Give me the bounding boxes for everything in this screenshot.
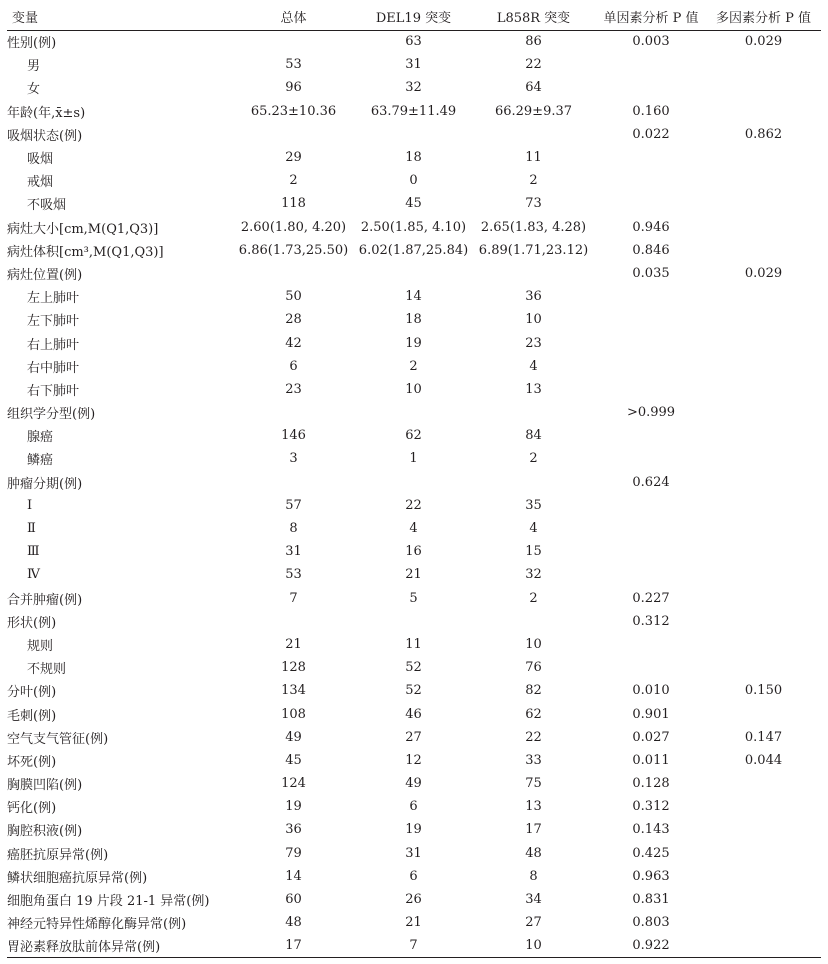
cell-del19: 19 — [405, 335, 422, 351]
row-label: 胸腔积液(例) — [7, 824, 83, 840]
cell-p-univariate: 0.010 — [632, 683, 670, 699]
cell-p-multivariate: 0.150 — [744, 683, 783, 699]
row-label: 男 — [27, 59, 41, 75]
cell-total: 21 — [285, 636, 302, 652]
table-row — [7, 610, 821, 633]
row-label: 右下肺叶 — [27, 383, 80, 399]
row-label: 右上肺叶 — [27, 337, 80, 353]
row-label: 合并肿瘤(例) — [7, 592, 83, 608]
cell-del19: 19 — [405, 822, 422, 838]
cell-del19: 0 — [409, 173, 418, 189]
cell-p-univariate — [596, 633, 706, 656]
cell-p-univariate: 0.963 — [632, 868, 670, 884]
cell-del19: 11 — [405, 636, 422, 652]
table-row — [7, 239, 821, 262]
table-row — [7, 308, 821, 331]
cell-p-univariate: 0.831 — [632, 892, 670, 908]
table-row — [7, 471, 821, 494]
cell-del19: 1 — [409, 451, 418, 467]
cell-p-multivariate — [706, 702, 821, 725]
cell-del19: 2 — [409, 358, 418, 374]
table-row — [7, 378, 821, 401]
cell-l858r: 2.65(1.83, 4.28) — [480, 219, 587, 235]
cell-total: 146 — [281, 428, 306, 444]
cell-del19: 21 — [405, 567, 422, 583]
cell-p-univariate — [596, 540, 706, 563]
cell-l858r: 75 — [525, 776, 542, 792]
cell-total: 42 — [285, 335, 302, 351]
table-row — [7, 285, 821, 308]
cell-total: 124 — [281, 776, 306, 792]
cell-total — [231, 30, 356, 53]
cell-del19: 52 — [405, 683, 422, 699]
cell-p-multivariate — [706, 911, 821, 934]
cell-l858r: 34 — [525, 892, 542, 908]
table-row — [7, 355, 821, 378]
cell-del19: 18 — [405, 150, 422, 166]
row-label: Ⅲ — [27, 544, 40, 560]
table-row — [7, 911, 821, 934]
cell-p-univariate — [596, 563, 706, 586]
cell-total: 50 — [285, 289, 302, 305]
row-label: 右中肺叶 — [27, 360, 80, 376]
cell-l858r: 64 — [525, 80, 542, 96]
cell-l858r: 84 — [525, 428, 542, 444]
row-label: 空气支气管征(例) — [7, 731, 109, 747]
row-label: 鳞癌 — [27, 453, 54, 469]
cell-p-univariate: 0.027 — [632, 729, 670, 745]
cell-p-univariate — [596, 53, 706, 76]
row-label: 坏死(例) — [7, 754, 57, 770]
header-total: 总体 — [231, 4, 356, 30]
cell-p-univariate: 0.312 — [632, 799, 670, 815]
cell-l858r: 10 — [471, 934, 596, 957]
row-label: 规则 — [27, 638, 54, 654]
table-row — [7, 842, 821, 865]
cell-p-univariate: 0.624 — [632, 474, 670, 490]
cell-del19: 26 — [405, 892, 422, 908]
row-label: 吸烟 — [27, 152, 54, 168]
cell-l858r: 48 — [525, 845, 542, 861]
cell-total: 29 — [285, 150, 302, 166]
cell-l858r — [471, 401, 596, 424]
table-row — [7, 702, 821, 725]
table-row — [7, 146, 821, 169]
row-label: 神经元特异性烯醇化酶异常(例) — [7, 917, 187, 933]
cell-p-multivariate — [706, 540, 821, 563]
cell-p-multivariate — [706, 169, 821, 192]
cell-p-univariate — [596, 169, 706, 192]
table-row — [7, 865, 821, 888]
cell-p-univariate: >0.999 — [626, 405, 676, 421]
row-label: Ⅳ — [27, 567, 40, 583]
cell-p-multivariate — [706, 331, 821, 354]
row-label: 不规则 — [27, 662, 67, 678]
table-row — [7, 447, 821, 470]
table-row — [7, 262, 821, 285]
table-row — [7, 169, 821, 192]
cell-total: 7 — [289, 590, 298, 606]
cell-total: 14 — [285, 868, 302, 884]
cell-total: 3 — [289, 451, 298, 467]
table-body — [7, 30, 821, 958]
cell-p-multivariate — [706, 239, 821, 262]
cell-l858r: 73 — [525, 196, 542, 212]
header-del19: DEL19 突变 — [356, 4, 471, 30]
table-row — [7, 517, 821, 540]
row-label: 肿瘤分期(例) — [7, 476, 83, 492]
table-row — [7, 563, 821, 586]
cell-p-multivariate — [706, 795, 821, 818]
cell-p-multivariate: 0.029 — [744, 265, 783, 281]
table-row — [7, 795, 821, 818]
cell-p-univariate — [596, 494, 706, 517]
cell-l858r: 2 — [529, 451, 538, 467]
cell-l858r: 66.29±9.37 — [494, 103, 573, 119]
cell-p-multivariate: 0.862 — [744, 126, 783, 142]
cell-l858r: 15 — [525, 544, 542, 560]
cell-total: 6.86(1.73,25.50) — [238, 242, 349, 258]
row-label: 女 — [27, 82, 41, 98]
row-label: 左下肺叶 — [27, 314, 80, 330]
cell-p-univariate: 0.143 — [632, 822, 670, 838]
cell-p-multivariate — [706, 934, 821, 957]
cell-p-multivariate — [706, 772, 821, 795]
cell-del19: 31 — [405, 57, 422, 73]
cell-total — [231, 262, 356, 285]
cell-p-univariate — [596, 656, 706, 679]
cell-total: 134 — [281, 683, 306, 699]
row-label: 胸膜凹陷(例) — [7, 778, 83, 794]
cell-p-univariate: 0.003 — [632, 34, 670, 50]
row-label: 腺癌 — [27, 430, 54, 446]
row-label: 毛刺(例) — [7, 708, 57, 724]
cell-p-univariate — [596, 308, 706, 331]
cell-del19: 18 — [405, 312, 422, 328]
cell-l858r: 62 — [525, 706, 542, 722]
cell-l858r: 8 — [529, 868, 538, 884]
cell-p-univariate: 0.128 — [632, 776, 670, 792]
cell-total: 53 — [285, 567, 302, 583]
cell-total: 65.23±10.36 — [250, 103, 337, 119]
row-label: 病灶体积[cm³,M(Q1,Q3)] — [7, 244, 164, 260]
cell-p-multivariate: 0.147 — [744, 729, 783, 745]
cell-del19: 16 — [405, 544, 422, 560]
cell-p-univariate: 0.846 — [632, 242, 670, 258]
cell-l858r — [471, 262, 596, 285]
cell-p-multivariate — [706, 192, 821, 215]
cell-l858r: 4 — [529, 521, 538, 537]
table-row — [7, 401, 821, 424]
cell-p-multivariate — [706, 818, 821, 841]
row-label: 性别(例) — [7, 36, 57, 52]
cell-p-univariate: 0.946 — [632, 219, 670, 235]
table-row — [7, 772, 821, 795]
cell-del19: 5 — [409, 590, 418, 606]
cell-p-univariate — [596, 331, 706, 354]
cell-l858r: 36 — [525, 289, 542, 305]
cell-total: 2.60(1.80, 4.20) — [240, 219, 347, 235]
row-label: 形状(例) — [7, 615, 57, 631]
table-row — [7, 192, 821, 215]
cell-p-univariate: 0.425 — [632, 845, 670, 861]
table-row — [7, 633, 821, 656]
cell-p-multivariate — [706, 471, 821, 494]
table-row — [7, 587, 821, 610]
cell-p-multivariate — [706, 610, 821, 633]
cell-p-multivariate — [706, 494, 821, 517]
cell-del19: 27 — [405, 729, 422, 745]
cell-total: 28 — [285, 312, 302, 328]
cell-total: 48 — [285, 915, 302, 931]
cell-p-univariate: 0.312 — [632, 613, 670, 629]
cell-l858r: 11 — [525, 150, 542, 166]
row-label: 左上肺叶 — [27, 291, 80, 307]
cell-total: 31 — [285, 544, 302, 560]
cell-l858r: 17 — [525, 822, 542, 838]
cell-p-univariate: 0.011 — [632, 752, 670, 768]
cell-p-univariate — [596, 424, 706, 447]
header-variable: 变量 — [7, 4, 231, 30]
table-row — [7, 656, 821, 679]
cell-p-multivariate — [706, 888, 821, 911]
cell-total: 23 — [285, 381, 302, 397]
cell-p-univariate: 0.922 — [596, 934, 706, 957]
cell-del19: 46 — [405, 706, 422, 722]
table-row — [7, 53, 821, 76]
cell-total: 53 — [285, 57, 302, 73]
row-label: 病灶位置(例) — [7, 267, 83, 283]
cell-l858r: 2 — [529, 173, 538, 189]
header-l858r: L858R 突变 — [471, 4, 596, 30]
table-row — [7, 424, 821, 447]
cell-p-multivariate: 0.029 — [744, 34, 783, 50]
cell-l858r: 10 — [525, 636, 542, 652]
cell-total: 8 — [289, 521, 298, 537]
table-row — [7, 494, 821, 517]
table-row — [7, 540, 821, 563]
cell-p-univariate — [596, 355, 706, 378]
cell-p-univariate — [596, 192, 706, 215]
cell-p-multivariate: 0.044 — [744, 752, 783, 768]
cell-l858r — [471, 123, 596, 146]
cell-del19: 14 — [405, 289, 422, 305]
row-label: 分叶(例) — [7, 685, 57, 701]
cell-del19 — [356, 471, 471, 494]
cell-del19 — [356, 610, 471, 633]
row-label: 不吸烟 — [27, 198, 67, 214]
table-row — [7, 749, 821, 772]
cell-p-multivariate — [706, 587, 821, 610]
cell-p-multivariate — [706, 216, 821, 239]
cell-l858r: 13 — [525, 381, 542, 397]
cell-del19: 62 — [405, 428, 422, 444]
cell-del19: 32 — [405, 80, 422, 96]
row-label: 年龄(年,x̄±s) — [7, 105, 86, 121]
cell-p-univariate: 0.160 — [632, 103, 670, 119]
cell-p-univariate — [596, 447, 706, 470]
cell-total — [231, 123, 356, 146]
table-row — [7, 331, 821, 354]
cell-p-univariate — [596, 517, 706, 540]
row-label: 钙化(例) — [7, 801, 57, 817]
row-label: 癌胚抗原异常(例) — [7, 847, 109, 863]
cell-del19: 22 — [405, 497, 422, 513]
cell-p-multivariate — [706, 633, 821, 656]
cell-del19: 63.79±11.49 — [370, 103, 457, 119]
cell-total: 6 — [289, 358, 298, 374]
table-row — [7, 216, 821, 239]
cell-del19: 21 — [405, 915, 422, 931]
cell-del19: 31 — [405, 845, 422, 861]
cell-p-multivariate — [706, 285, 821, 308]
table-row — [7, 818, 821, 841]
cell-total: 128 — [281, 660, 306, 676]
cell-l858r: 33 — [525, 752, 542, 768]
table-row — [7, 679, 821, 702]
cell-del19: 2.50(1.85, 4.10) — [360, 219, 467, 235]
cell-total — [231, 471, 356, 494]
cell-p-multivariate — [706, 146, 821, 169]
cell-l858r: 2 — [529, 590, 538, 606]
row-label: 吸烟状态(例) — [7, 128, 83, 144]
cell-l858r: 32 — [525, 567, 542, 583]
clinical-characteristics-table — [7, 4, 821, 958]
cell-total: 19 — [285, 799, 302, 815]
cell-del19: 6.02(1.87,25.84) — [358, 242, 469, 258]
cell-l858r: 35 — [525, 497, 542, 513]
cell-del19: 45 — [405, 196, 422, 212]
cell-total: 36 — [285, 822, 302, 838]
cell-l858r: 86 — [525, 34, 542, 50]
cell-p-multivariate — [706, 656, 821, 679]
cell-total: 49 — [285, 729, 302, 745]
cell-p-multivariate — [706, 563, 821, 586]
header-p-multivariate: 多因素分析 P 值 — [706, 4, 821, 30]
table-row — [7, 30, 821, 53]
cell-l858r: 6.89(1.71,23.12) — [478, 242, 589, 258]
cell-total — [231, 401, 356, 424]
cell-p-multivariate — [706, 378, 821, 401]
row-label: Ⅱ — [27, 521, 36, 537]
cell-l858r: 13 — [525, 799, 542, 815]
cell-p-univariate: 0.227 — [632, 590, 670, 606]
cell-l858r: 22 — [525, 729, 542, 745]
cell-p-multivariate — [706, 865, 821, 888]
cell-total: 60 — [285, 892, 302, 908]
row-label: 戒烟 — [27, 175, 54, 191]
header-row — [7, 4, 821, 30]
cell-total: 17 — [231, 934, 356, 957]
cell-del19: 6 — [409, 799, 418, 815]
cell-l858r: 27 — [525, 915, 542, 931]
cell-del19: 10 — [405, 381, 422, 397]
cell-del19: 7 — [356, 934, 471, 957]
cell-p-multivariate — [706, 355, 821, 378]
cell-p-univariate — [596, 378, 706, 401]
cell-p-univariate: 0.901 — [632, 706, 670, 722]
cell-del19: 49 — [405, 776, 422, 792]
cell-del19: 4 — [409, 521, 418, 537]
cell-del19: 63 — [405, 34, 422, 50]
row-label: Ⅰ — [27, 497, 33, 513]
cell-p-univariate: 0.035 — [632, 265, 670, 281]
cell-p-univariate: 0.803 — [632, 915, 670, 931]
cell-l858r: 22 — [525, 57, 542, 73]
cell-l858r: 23 — [525, 335, 542, 351]
cell-del19: 52 — [405, 660, 422, 676]
cell-p-univariate — [596, 76, 706, 99]
row-label: 鳞状细胞癌抗原异常(例) — [7, 870, 148, 886]
cell-l858r: 76 — [525, 660, 542, 676]
cell-del19 — [356, 401, 471, 424]
cell-total: 79 — [285, 845, 302, 861]
row-label: 组织学分型(例) — [7, 407, 96, 423]
table-row — [7, 123, 821, 146]
cell-p-multivariate — [706, 842, 821, 865]
cell-total: 118 — [281, 196, 306, 212]
row-label: 细胞角蛋白 19 片段 21-1 异常(例) — [7, 894, 210, 910]
cell-total: 45 — [285, 752, 302, 768]
cell-p-multivariate — [706, 308, 821, 331]
cell-total: 96 — [285, 80, 302, 96]
cell-p-univariate — [596, 146, 706, 169]
cell-p-multivariate — [706, 517, 821, 540]
cell-l858r: 10 — [525, 312, 542, 328]
table-row — [7, 100, 821, 123]
table-row — [7, 934, 821, 957]
cell-l858r: 4 — [529, 358, 538, 374]
cell-p-multivariate — [706, 401, 821, 424]
cell-del19 — [356, 262, 471, 285]
cell-del19 — [356, 123, 471, 146]
header-p-univariate: 单因素分析 P 值 — [596, 4, 706, 30]
cell-p-univariate: 0.022 — [632, 126, 670, 142]
cell-total: 2 — [289, 173, 298, 189]
cell-del19: 6 — [409, 868, 418, 884]
cell-l858r — [471, 610, 596, 633]
cell-l858r: 82 — [525, 683, 542, 699]
row-label: 病灶大小[cm,M(Q1,Q3)] — [7, 221, 159, 237]
cell-l858r — [471, 471, 596, 494]
cell-total: 57 — [285, 497, 302, 513]
cell-p-univariate — [596, 285, 706, 308]
cell-p-multivariate — [706, 76, 821, 99]
table-row — [7, 888, 821, 911]
table-row — [7, 76, 821, 99]
cell-p-multivariate — [706, 424, 821, 447]
cell-del19: 12 — [405, 752, 422, 768]
cell-p-multivariate — [706, 53, 821, 76]
cell-p-multivariate — [706, 100, 821, 123]
table-row — [7, 726, 821, 749]
cell-p-multivariate — [706, 447, 821, 470]
row-label: 胃泌素释放肽前体异常(例) — [7, 934, 231, 957]
cell-total: 108 — [281, 706, 306, 722]
cell-total — [231, 610, 356, 633]
